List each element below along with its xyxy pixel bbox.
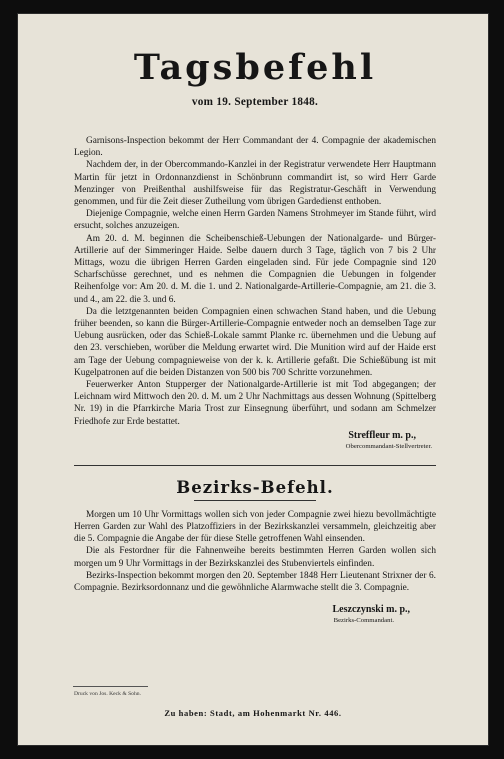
poster-sheet xyxy=(18,14,488,745)
paragraph-2: Nachdem der, in der Obercommando-Kanzlei in der Registratur verwendete Herr Hauptmann Martin für jetzt in Ordonnanzdienst in Schönbrunn commandirt ist, so wird Herr Garde Menzinger von Preißenthal aushilfsweise für das Registratur-Geschäft in Verwendung genommen, und für die Zeit dieser Zutheilung vom übrigen Gardedienst enthoben. xyxy=(74,160,436,208)
signature-name-1: Streffleur m. p., xyxy=(348,429,416,441)
district-paragraph-3: Bezirks-Inspection bekommt morgen den 20. September 1848 Herr Lieutenant Strixner der 6. Compagnie. Bezirksordonnanz und die gewöhnliche Alarmwache stellt die 3. Compagnie. xyxy=(74,570,436,594)
poster-content xyxy=(74,48,436,625)
paragraph-5: Da die letztgenannten beiden Compagnien einen schwachen Stand haben, und die Uebung früher beenden, so kann die Bürger-Artillerie-Compagnie entweder noch an demselben Tage zur Uebung ausrücken, oder das Schieß-Lokale sammt Planke rc. übernehmen und die Uebung auf den 23. verschieben, worüber die Meldung erwartet wird. Die Munition wird auf der Haide erst am Tage der Uebung compagnieweise von der k. k. Artillerie gefaßt. Die Schießübung ist mit Kugelpatronen auf die beiden Distanzen von 500 bis 700 Schritte vorzunehmen. xyxy=(74,306,436,378)
paragraph-6: Feuerwerker Anton Stupperger der Nationalgarde-Artillerie ist mit Tod abgegangen; der Leichnam wird Mittwoch den 20. d. M. um 2 Uhr Nachmittags aus dessen Wohnung (Spittelberg Nr. 19) in die Pfarrkirche Maria Trost zur Einsegnung überführt, und sodann am Schmelzer Friedhofe zur Erde bestattet. xyxy=(74,380,436,427)
signature-role-2: Bezirks-Commandant. xyxy=(333,617,394,625)
footer-availability: Zu haben: Stadt, am Hohenmarkt Nr. 446. xyxy=(164,708,342,718)
section2-title: Bezirks-Befehl. xyxy=(176,477,334,497)
district-paragraph-2: Die als Festordner für die Fahnenweihe bereits bestimmten Herren Garden wollen sich morgen um 9 Uhr Vormittags in der Bezirkskanzlei des Stubenviertels einfinden. xyxy=(74,546,436,569)
order-body xyxy=(74,135,436,428)
paragraph-3: Diejenige Compagnie, welche einen Herrn Garden Namens Strohmeyer im Stande führt, wird ersucht, solches anzuzeigen. xyxy=(74,209,436,232)
section2-underline xyxy=(194,500,316,501)
printer-rule xyxy=(73,686,148,687)
paragraph-1: Garnisons-Inspection bekommt der Herr Commandant der 4. Compagnie der akademischen Legion. xyxy=(74,136,436,159)
district-paragraph-1: Morgen um 10 Uhr Vormittags wollen sich von jeder Compagnie zwei hiezu bevollmächtigte Herren Garden zur Wahl des Platzoffiziers in der Bezirkskanzlei versammeln, gleichzeitig aber die 5. Compagnie die Angabe der für diese Stelle getroffenen Wahl einsenden. xyxy=(74,509,436,545)
poster-title: Tagsbefehl xyxy=(133,47,377,88)
signature-name-2: Leszczynski m. p., xyxy=(332,604,410,616)
printer-imprint: Druck von Jos. Keck & Sohn. xyxy=(74,691,141,697)
district-order-body xyxy=(74,509,436,594)
section-divider xyxy=(74,465,436,466)
poster-date: vom 19. September 1848. xyxy=(191,96,319,108)
paragraph-4: Am 20. d. M. beginnen die Scheibenschieß-Uebungen der Nationalgarde- und Bürger-Artillerie auf der Simmeringer Haide. Selbe dauern durch 3 Tage, täglich von 7 bis 2 Uhr Mittags, wozu die übrigen Herren Garden eingeladen sind. Für jede Compagnie sind 120 Scharfschüsse gerechnet, und es nehmen die Compagnien die Uebungen in folgender Reihenfolge vor: Am 20. d. M. die 1. und 2. Nationalgarde-Artillerie-Compagnie, am 21. die 3. und 4., am 22. die 3. und 6. xyxy=(74,233,436,305)
signature-role-1: Obercommandant-Stellvertreter. xyxy=(345,442,432,450)
